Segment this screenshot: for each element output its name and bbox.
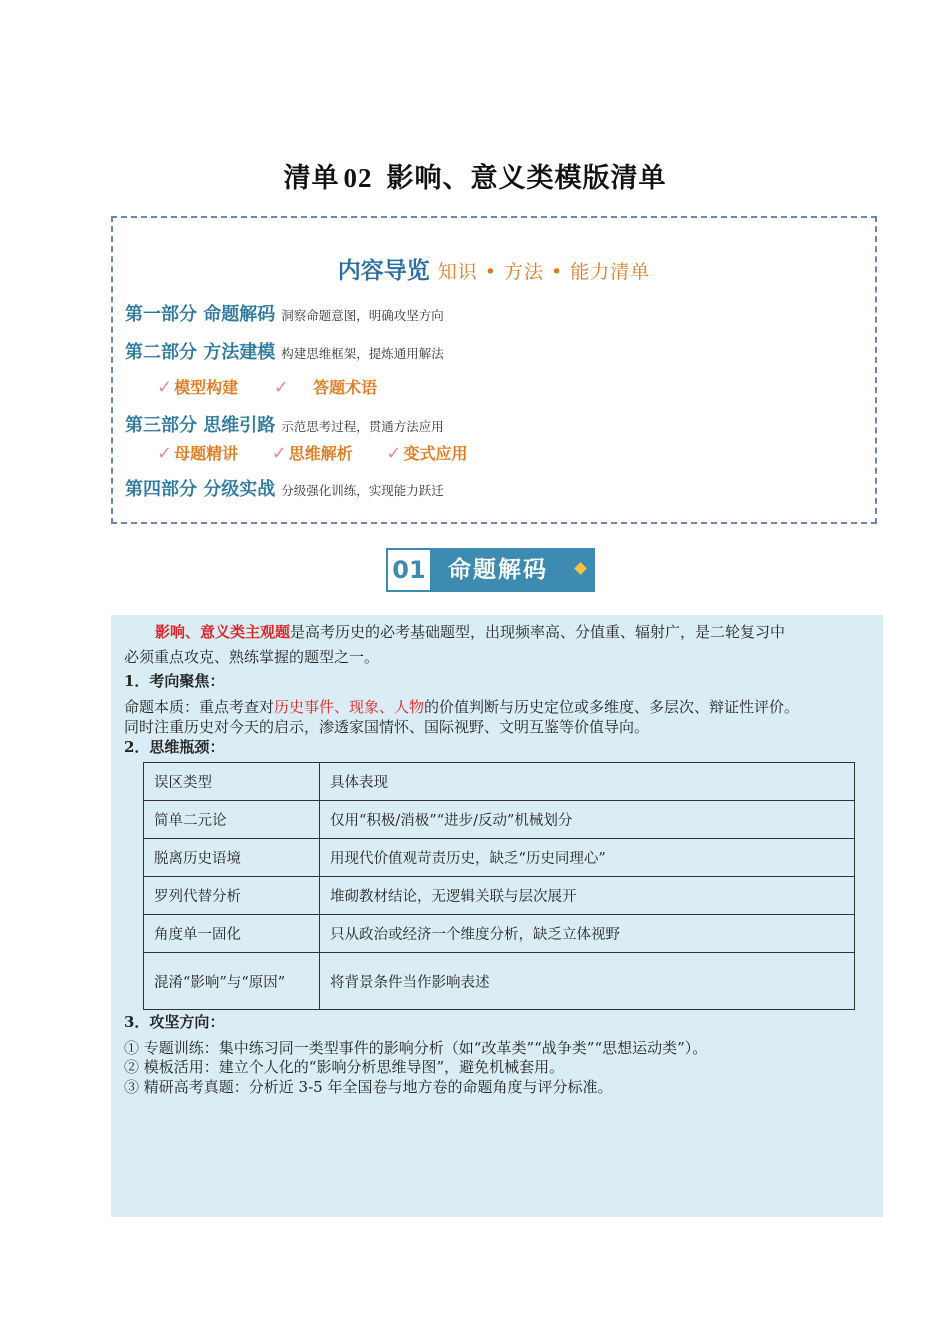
- section-1-line-2: 同时注重历史对今天的启示，渗透家国情怀、国际视野、文明互鉴等价值导向。: [124, 718, 650, 736]
- intro-highlight: 影响、意义类主观题: [155, 623, 291, 641]
- part-3-subitems: [157, 441, 497, 464]
- subitem-answer-terms: [274, 375, 377, 398]
- page-title: [0, 156, 950, 195]
- section-badge: [386, 548, 595, 592]
- section-3-item: ② 模板活用：建立个人化的“影响分析思维导图”，避免机械套用。: [124, 1058, 565, 1076]
- part-4: [125, 475, 444, 501]
- table-cell: 脱离历史语境: [144, 839, 320, 877]
- table-cell: 误区类型: [144, 763, 320, 801]
- overview-heading: [113, 252, 875, 285]
- subitem-thinking-analysis: [272, 441, 353, 464]
- table-cell: 简单二元论: [144, 801, 320, 839]
- table-row: [144, 763, 855, 801]
- part-2: [125, 338, 444, 364]
- check-icon: ✓: [273, 377, 289, 398]
- table-row: [144, 877, 855, 915]
- title-prefix: 清单: [283, 163, 340, 194]
- intro-line-2: 必须重点攻克、熟练掌握的题型之一。: [124, 648, 380, 666]
- table-cell: 仅用“积极/消极”“进步/反动”机械划分: [320, 801, 855, 839]
- section-3-title: 3．攻坚方向：: [124, 1013, 225, 1031]
- section-badge-label: 命题解码: [432, 548, 595, 592]
- table-cell: 角度单一固化: [144, 915, 320, 953]
- intro-line-1: [155, 622, 785, 642]
- part-4-desc: 分级强化训练，实现能力跃迁: [281, 483, 444, 498]
- table-row: [144, 915, 855, 953]
- part-1-title: 第一部分 命题解码: [125, 304, 276, 325]
- table-cell: 堆砌教材结论，无逻辑关联与层次展开: [320, 877, 855, 915]
- overview-title: 内容导览: [337, 258, 430, 284]
- check-icon: ✓: [271, 443, 287, 464]
- section-1-line-1: [124, 697, 799, 717]
- table-cell: 用现代价值观苛责历史，缺乏“历史同理心”: [320, 839, 855, 877]
- section-badge-number: 01: [386, 548, 432, 592]
- part-3-title: 第三部分 思维引路: [125, 415, 276, 436]
- section-1-title: 1．考向聚焦：: [124, 672, 225, 690]
- subitem-variant-application: [386, 441, 467, 464]
- table-cell: 具体表现: [320, 763, 855, 801]
- check-icon: ✓: [157, 443, 173, 464]
- title-number: 02: [343, 163, 373, 193]
- table-cell: 罗列代替分析: [144, 877, 320, 915]
- part-2-title: 第二部分 方法建模: [125, 342, 276, 363]
- part-1: [125, 300, 444, 326]
- part-4-title: 第四部分 分级实战: [125, 479, 276, 500]
- table-row: [144, 953, 855, 1010]
- intro-rest: 是高考历史的必考基础题型，出现频率高、分值重、辐射广，是二轮复习中: [290, 623, 786, 641]
- s1-highlight: 历史事件、现象、人物: [274, 698, 425, 716]
- s1-pre: 命题本质：重点考查对: [124, 698, 275, 716]
- section-panel: [111, 615, 883, 1217]
- section-3-item: ① 专题训练：集中练习同一类型事件的影响分析（如“改革类”“战争类”“思想运动类”）。: [124, 1039, 708, 1057]
- overview-subtitle: 知识 • 方法 • 能力清单: [437, 261, 651, 283]
- subitem-label: 母题精讲: [174, 444, 239, 463]
- section-2-title: 2．思维瓶颈：: [124, 738, 225, 756]
- subitem-label: 变式应用: [403, 444, 468, 463]
- check-icon: ✓: [386, 443, 402, 464]
- section-3-item: ③ 精研高考真题：分析近 3-5 年全国卷与地方卷的命题角度与评分标准。: [124, 1078, 613, 1096]
- part-2-subitems: [157, 375, 407, 398]
- title-text: 影响、意义类模版清单: [386, 163, 667, 194]
- table-cell: 只从政治或经济一个维度分析，缺乏立体视野: [320, 915, 855, 953]
- part-1-desc: 洞察命题意图，明确攻坚方向: [281, 308, 444, 323]
- table-cell: 混淆“影响”与“原因”: [144, 953, 320, 1010]
- misconception-table: [143, 762, 855, 1010]
- table-row: [144, 801, 855, 839]
- part-2-desc: 构建思维框架，提炼通用解法: [281, 346, 444, 361]
- content-overview-box: [111, 216, 877, 524]
- table-row: [144, 839, 855, 877]
- part-3-desc: 示范思考过程，贯通方法应用: [281, 419, 444, 434]
- s1-post: 的价值判断与历史定位或多维度、多层次、辩证性评价。: [424, 698, 800, 716]
- subitem-label: 模型构建: [174, 378, 239, 397]
- subitem-label: 思维解析: [288, 444, 353, 463]
- subitem-model-build: [157, 375, 238, 398]
- part-3: [125, 411, 444, 437]
- subitem-label: 答题术语: [313, 378, 378, 397]
- check-icon: ✓: [157, 377, 173, 398]
- table-cell: 将背景条件当作影响表述: [320, 953, 855, 1010]
- subitem-mother-question: [157, 441, 238, 464]
